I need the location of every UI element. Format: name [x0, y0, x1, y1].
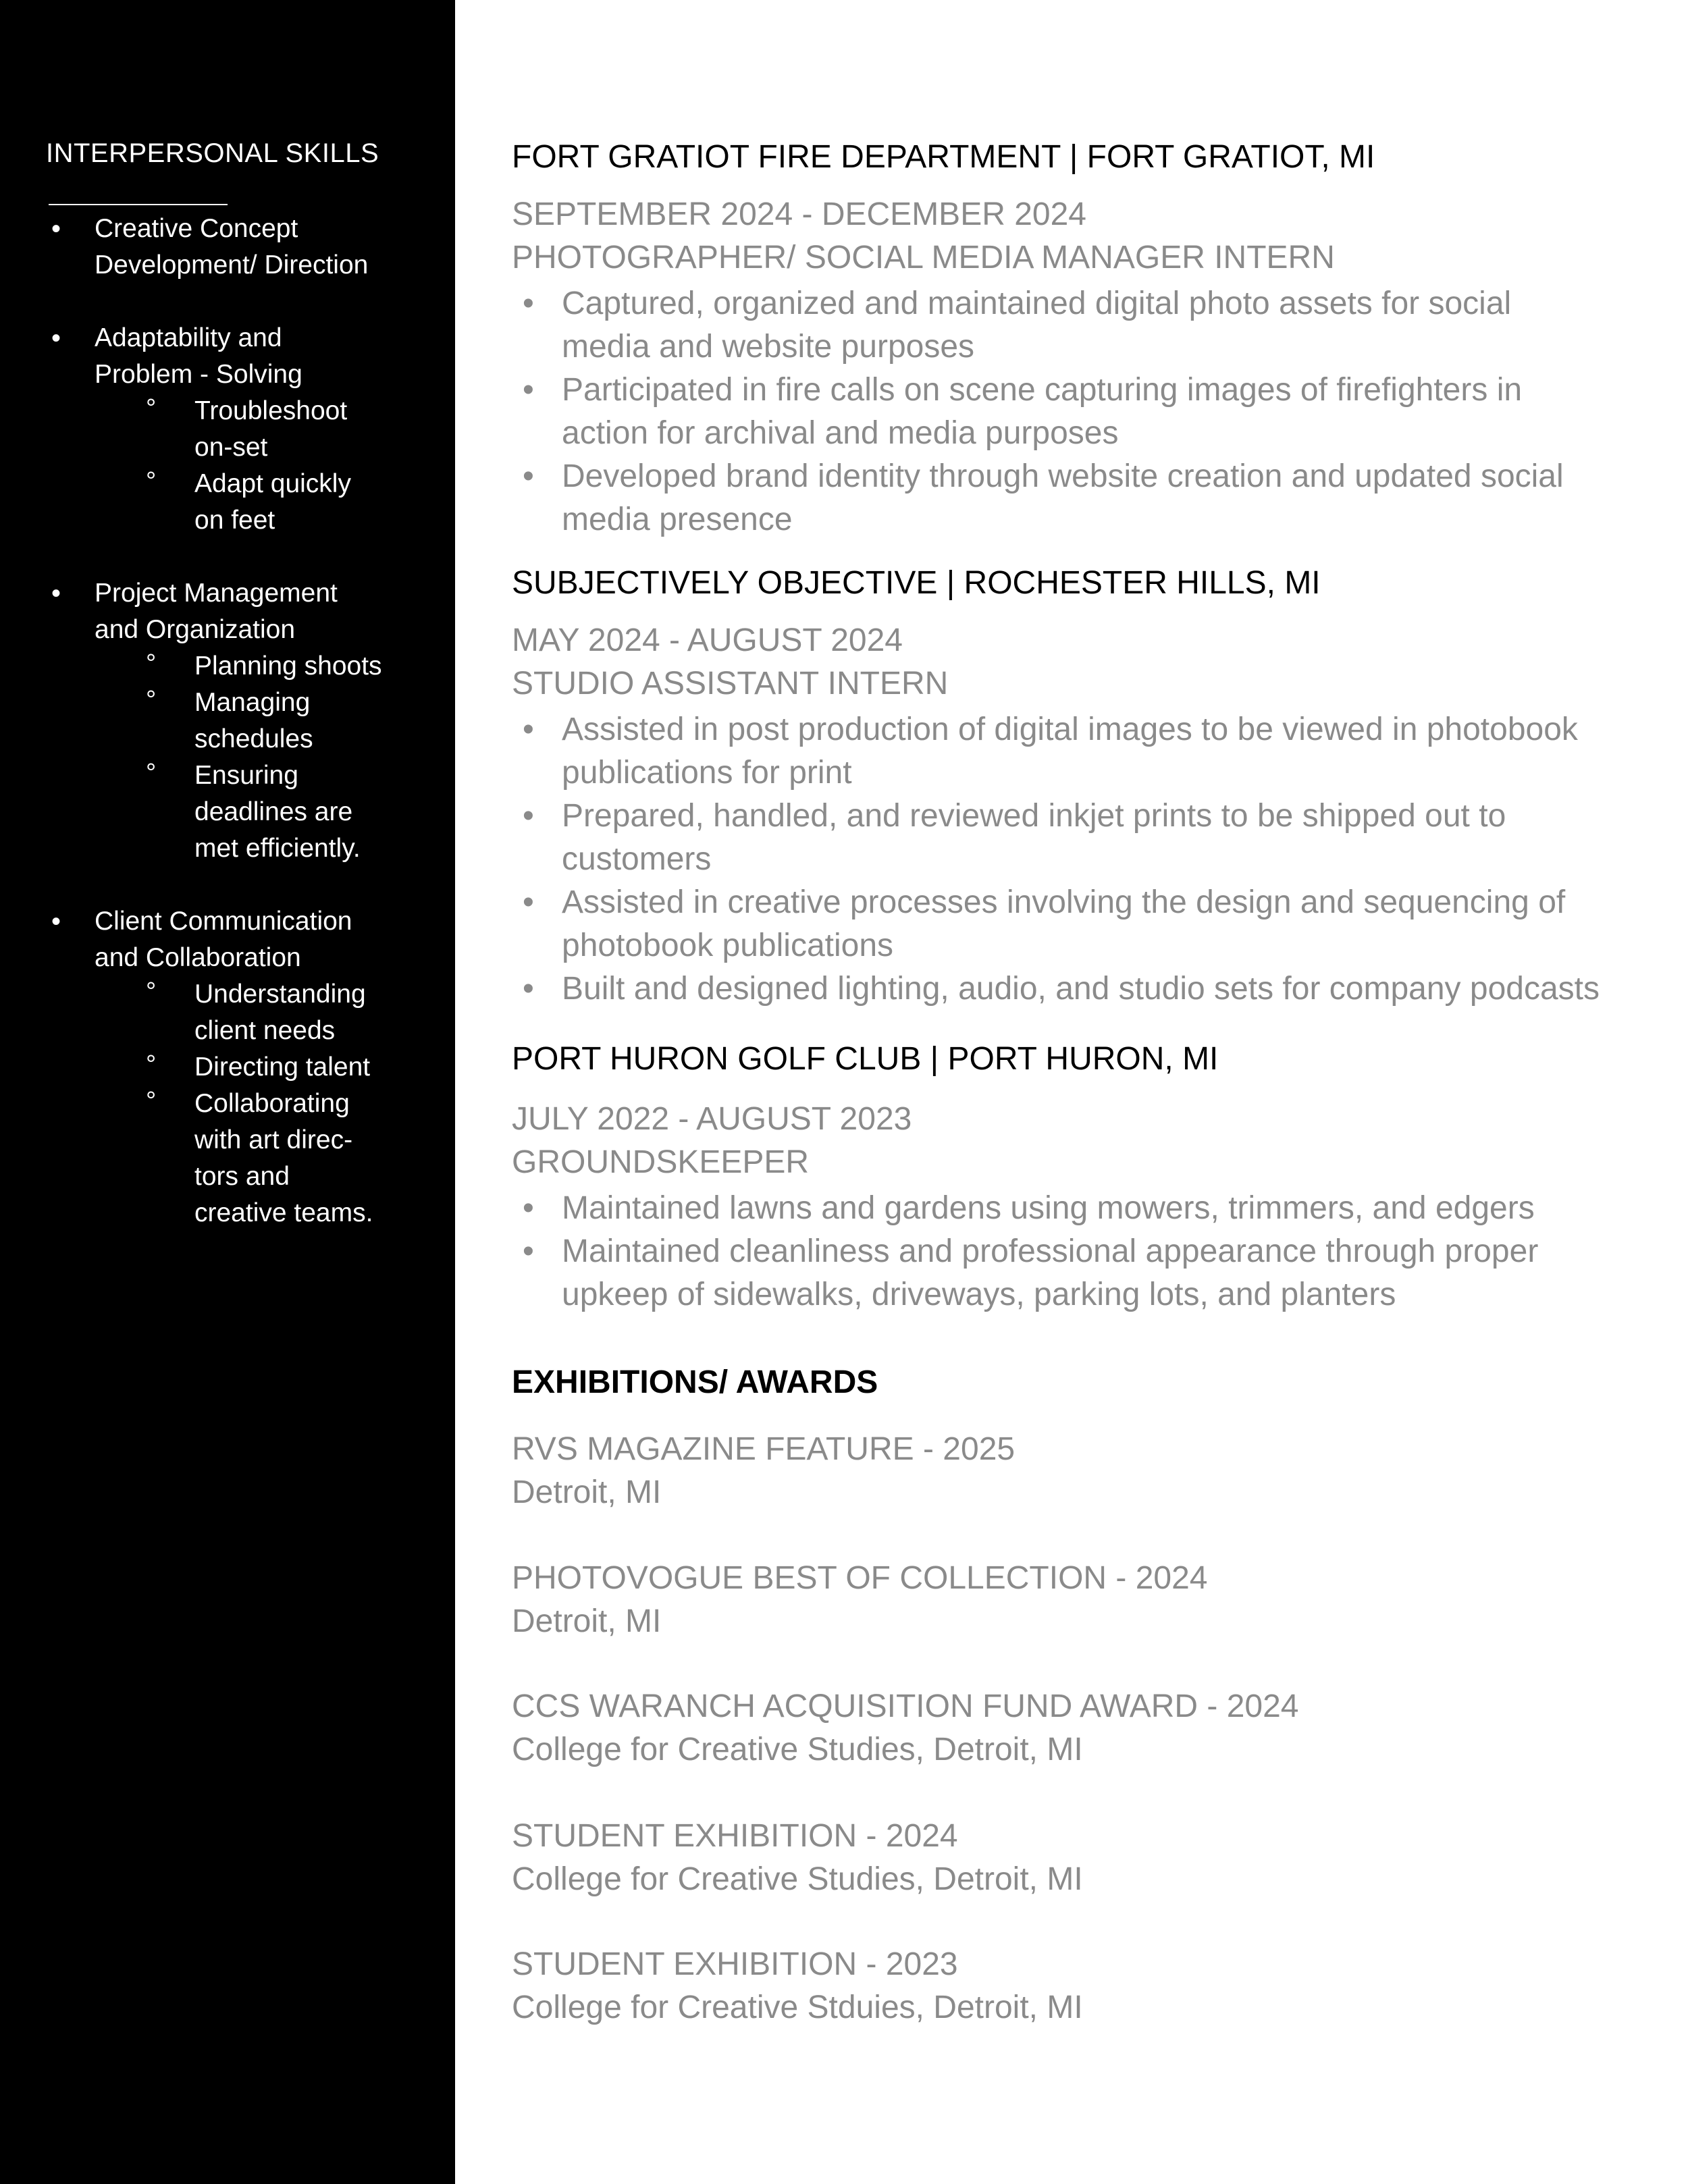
- skill-label: [95, 903, 352, 976]
- job-bullet-item: [512, 1230, 1626, 1316]
- sub-skill: [194, 648, 382, 685]
- job-dates: SEPTEMBER 2024 - DECEMBER 2024: [512, 196, 1086, 232]
- exhibitions-heading: EXHIBITIONS/ AWARDS: [512, 1364, 878, 1400]
- skill-label-line: and Collaboration: [95, 943, 301, 972]
- job-bullets: [512, 708, 1626, 1011]
- sub-skill-line: deadlines are: [194, 797, 353, 826]
- skill-label-line: and Organization: [95, 615, 296, 644]
- sub-skill-marker: °: [146, 1050, 157, 1079]
- exhibition-name: CCS WARANCH ACQUISITION FUND AWARD - 2024: [512, 1688, 1299, 1724]
- job-title: STUDIO ASSISTANT INTERN: [512, 666, 949, 701]
- job-bullet-line: action for archival and media purposes: [562, 415, 1119, 451]
- sub-skill-line: Ensuring: [194, 761, 298, 790]
- sub-skill-line: tors and: [194, 1162, 290, 1191]
- sub-skill-marker: °: [146, 686, 157, 714]
- job-title: PHOTOGRAPHER/ SOCIAL MEDIA MANAGER INTERN: [512, 240, 1335, 275]
- sub-skill-marker: °: [146, 978, 157, 1006]
- sub-skill-line: on-set: [194, 433, 268, 462]
- job-dates: MAY 2024 - AUGUST 2024: [512, 622, 903, 658]
- interpersonal-skills-heading: INTERPERSONAL SKILLS: [46, 138, 379, 168]
- skill-bullet: •: [51, 907, 61, 936]
- sub-skill-line: creative teams.: [194, 1198, 373, 1227]
- exhibition-name: PHOTOVOGUE BEST OF COLLECTION - 2024: [512, 1560, 1208, 1596]
- sub-skill: [194, 393, 347, 466]
- job-bullet-item: [512, 369, 1626, 455]
- sub-skill-line: schedules: [194, 724, 313, 753]
- job-bullet-line: • Maintained cleanliness and professional appearance through proper: [562, 1233, 1539, 1269]
- skill-label-line: Development/ Direction: [95, 250, 369, 279]
- job-bullet-item: [512, 282, 1626, 369]
- skill-label: [95, 211, 368, 284]
- job-heading: FORT GRATIOT FIRE DEPARTMENT | FORT GRATIOT, MI: [512, 139, 1375, 175]
- exhibition-name: STUDENT EXHIBITION - 2023: [512, 1946, 958, 1982]
- job-bullet-line: • Assisted in post production of digital images to be viewed in photobook: [562, 712, 1578, 747]
- sub-skill: [194, 466, 351, 539]
- job-bullet-line: upkeep of sidewalks, driveways, parking lots, and planters: [562, 1277, 1396, 1312]
- job-bullet-line: media and website purposes: [562, 329, 975, 365]
- job-bullet-line: publications for print: [562, 755, 852, 791]
- exhibition-name: STUDENT EXHIBITION - 2024: [512, 1818, 958, 1854]
- job-bullet-item: [512, 455, 1626, 541]
- skill-bullet: •: [51, 323, 61, 353]
- sub-skill-line: Managing: [194, 688, 311, 717]
- job-bullets: [512, 282, 1626, 541]
- job-heading: PORT HURON GOLF CLUB | PORT HURON, MI: [512, 1041, 1219, 1077]
- sub-skill-marker: °: [146, 649, 157, 678]
- exhibition-location: College for Creative Studies, Detroit, MI: [512, 1732, 1083, 1767]
- skill-label-line: Problem - Solving: [95, 360, 302, 389]
- sub-skill-line: on feet: [194, 506, 275, 535]
- exhibition-location: Detroit, MI: [512, 1603, 662, 1639]
- sub-skill: [194, 976, 366, 1049]
- exhibition-location: College for Creative Studies, Detroit, MI: [512, 1861, 1083, 1897]
- skill-bullet: •: [51, 214, 61, 244]
- job-bullet-item: [512, 795, 1626, 881]
- skill-bullet: •: [51, 579, 61, 608]
- sub-skill-marker: °: [146, 467, 157, 496]
- sub-skill-line: Planning shoots: [194, 651, 382, 681]
- exhibition-location: College for Creative Stduies, Detroit, MI: [512, 1990, 1083, 2025]
- sub-skill-line: with art direc-: [194, 1125, 353, 1154]
- skill-label-line: Creative Concept: [95, 214, 298, 243]
- sub-skill-line: Collaborating: [194, 1089, 350, 1118]
- sub-skill: [194, 1049, 370, 1086]
- job-bullet-line: • Built and designed lighting, audio, and studio sets for company podcasts: [562, 971, 1600, 1007]
- job-bullet-line: photobook publications: [562, 928, 894, 963]
- sub-skill-line: Directing talent: [194, 1053, 371, 1082]
- sub-skill: [194, 1086, 373, 1231]
- sub-skill-line: met efficiently.: [194, 834, 361, 863]
- job-heading: SUBJECTIVELY OBJECTIVE | ROCHESTER HILLS, MI: [512, 565, 1321, 601]
- job-dates: JULY 2022 - AUGUST 2023: [512, 1101, 912, 1137]
- job-bullet-item: [512, 881, 1626, 967]
- job-bullet-line: customers: [562, 841, 712, 877]
- job-bullet-item: [512, 967, 1626, 1011]
- sub-skill-marker: °: [146, 1087, 157, 1115]
- sub-skill-line: Understanding: [194, 980, 366, 1009]
- job-bullet-item: [512, 1187, 1626, 1230]
- sub-skill: [194, 685, 313, 757]
- job-bullets: [512, 1187, 1626, 1316]
- job-bullet-line: • Participated in fire calls on scene capturing images of firefighters in: [562, 372, 1523, 408]
- job-bullet-line: • Developed brand identity through website creation and updated social: [562, 458, 1564, 494]
- job-bullet-line: media presence: [562, 502, 793, 537]
- skill-label-line: Client Communication: [95, 907, 352, 936]
- exhibition-location: Detroit, MI: [512, 1474, 662, 1510]
- heading-divider: [49, 204, 228, 205]
- skill-label-line: Project Management: [95, 579, 338, 608]
- job-bullet-item: [512, 708, 1626, 795]
- exhibition-item: [512, 1685, 1298, 1772]
- job-bullet-line: • Assisted in creative processes involving the design and sequencing of: [562, 884, 1566, 920]
- sub-skill-line: Troubleshoot: [194, 396, 348, 425]
- job-bullet-line: • Maintained lawns and gardens using mowers, trimmers, and edgers: [562, 1190, 1535, 1226]
- exhibition-name: RVS MAGAZINE FEATURE - 2025: [512, 1431, 1016, 1467]
- exhibition-item: [512, 1428, 1015, 1514]
- skill-label: [95, 575, 338, 648]
- job-bullet-line: • Captured, organized and maintained digital photo assets for social: [562, 286, 1512, 321]
- sub-skill-line: client needs: [194, 1016, 336, 1045]
- sidebar: [0, 0, 455, 2184]
- job-bullet-line: • Prepared, handled, and reviewed inkjet prints to be shipped out to: [562, 798, 1506, 834]
- exhibition-item: [512, 1943, 1083, 2029]
- sub-skill-marker: °: [146, 394, 157, 423]
- skill-label: [95, 320, 302, 393]
- skill-label-line: Adaptability and: [95, 323, 282, 352]
- sub-skill: [194, 757, 361, 867]
- sub-skill-marker: °: [146, 759, 157, 787]
- job-title: GROUNDSKEEPER: [512, 1144, 810, 1180]
- sub-skill-line: Adapt quickly: [194, 469, 351, 498]
- exhibition-item: [512, 1557, 1208, 1643]
- exhibition-item: [512, 1815, 1083, 1901]
